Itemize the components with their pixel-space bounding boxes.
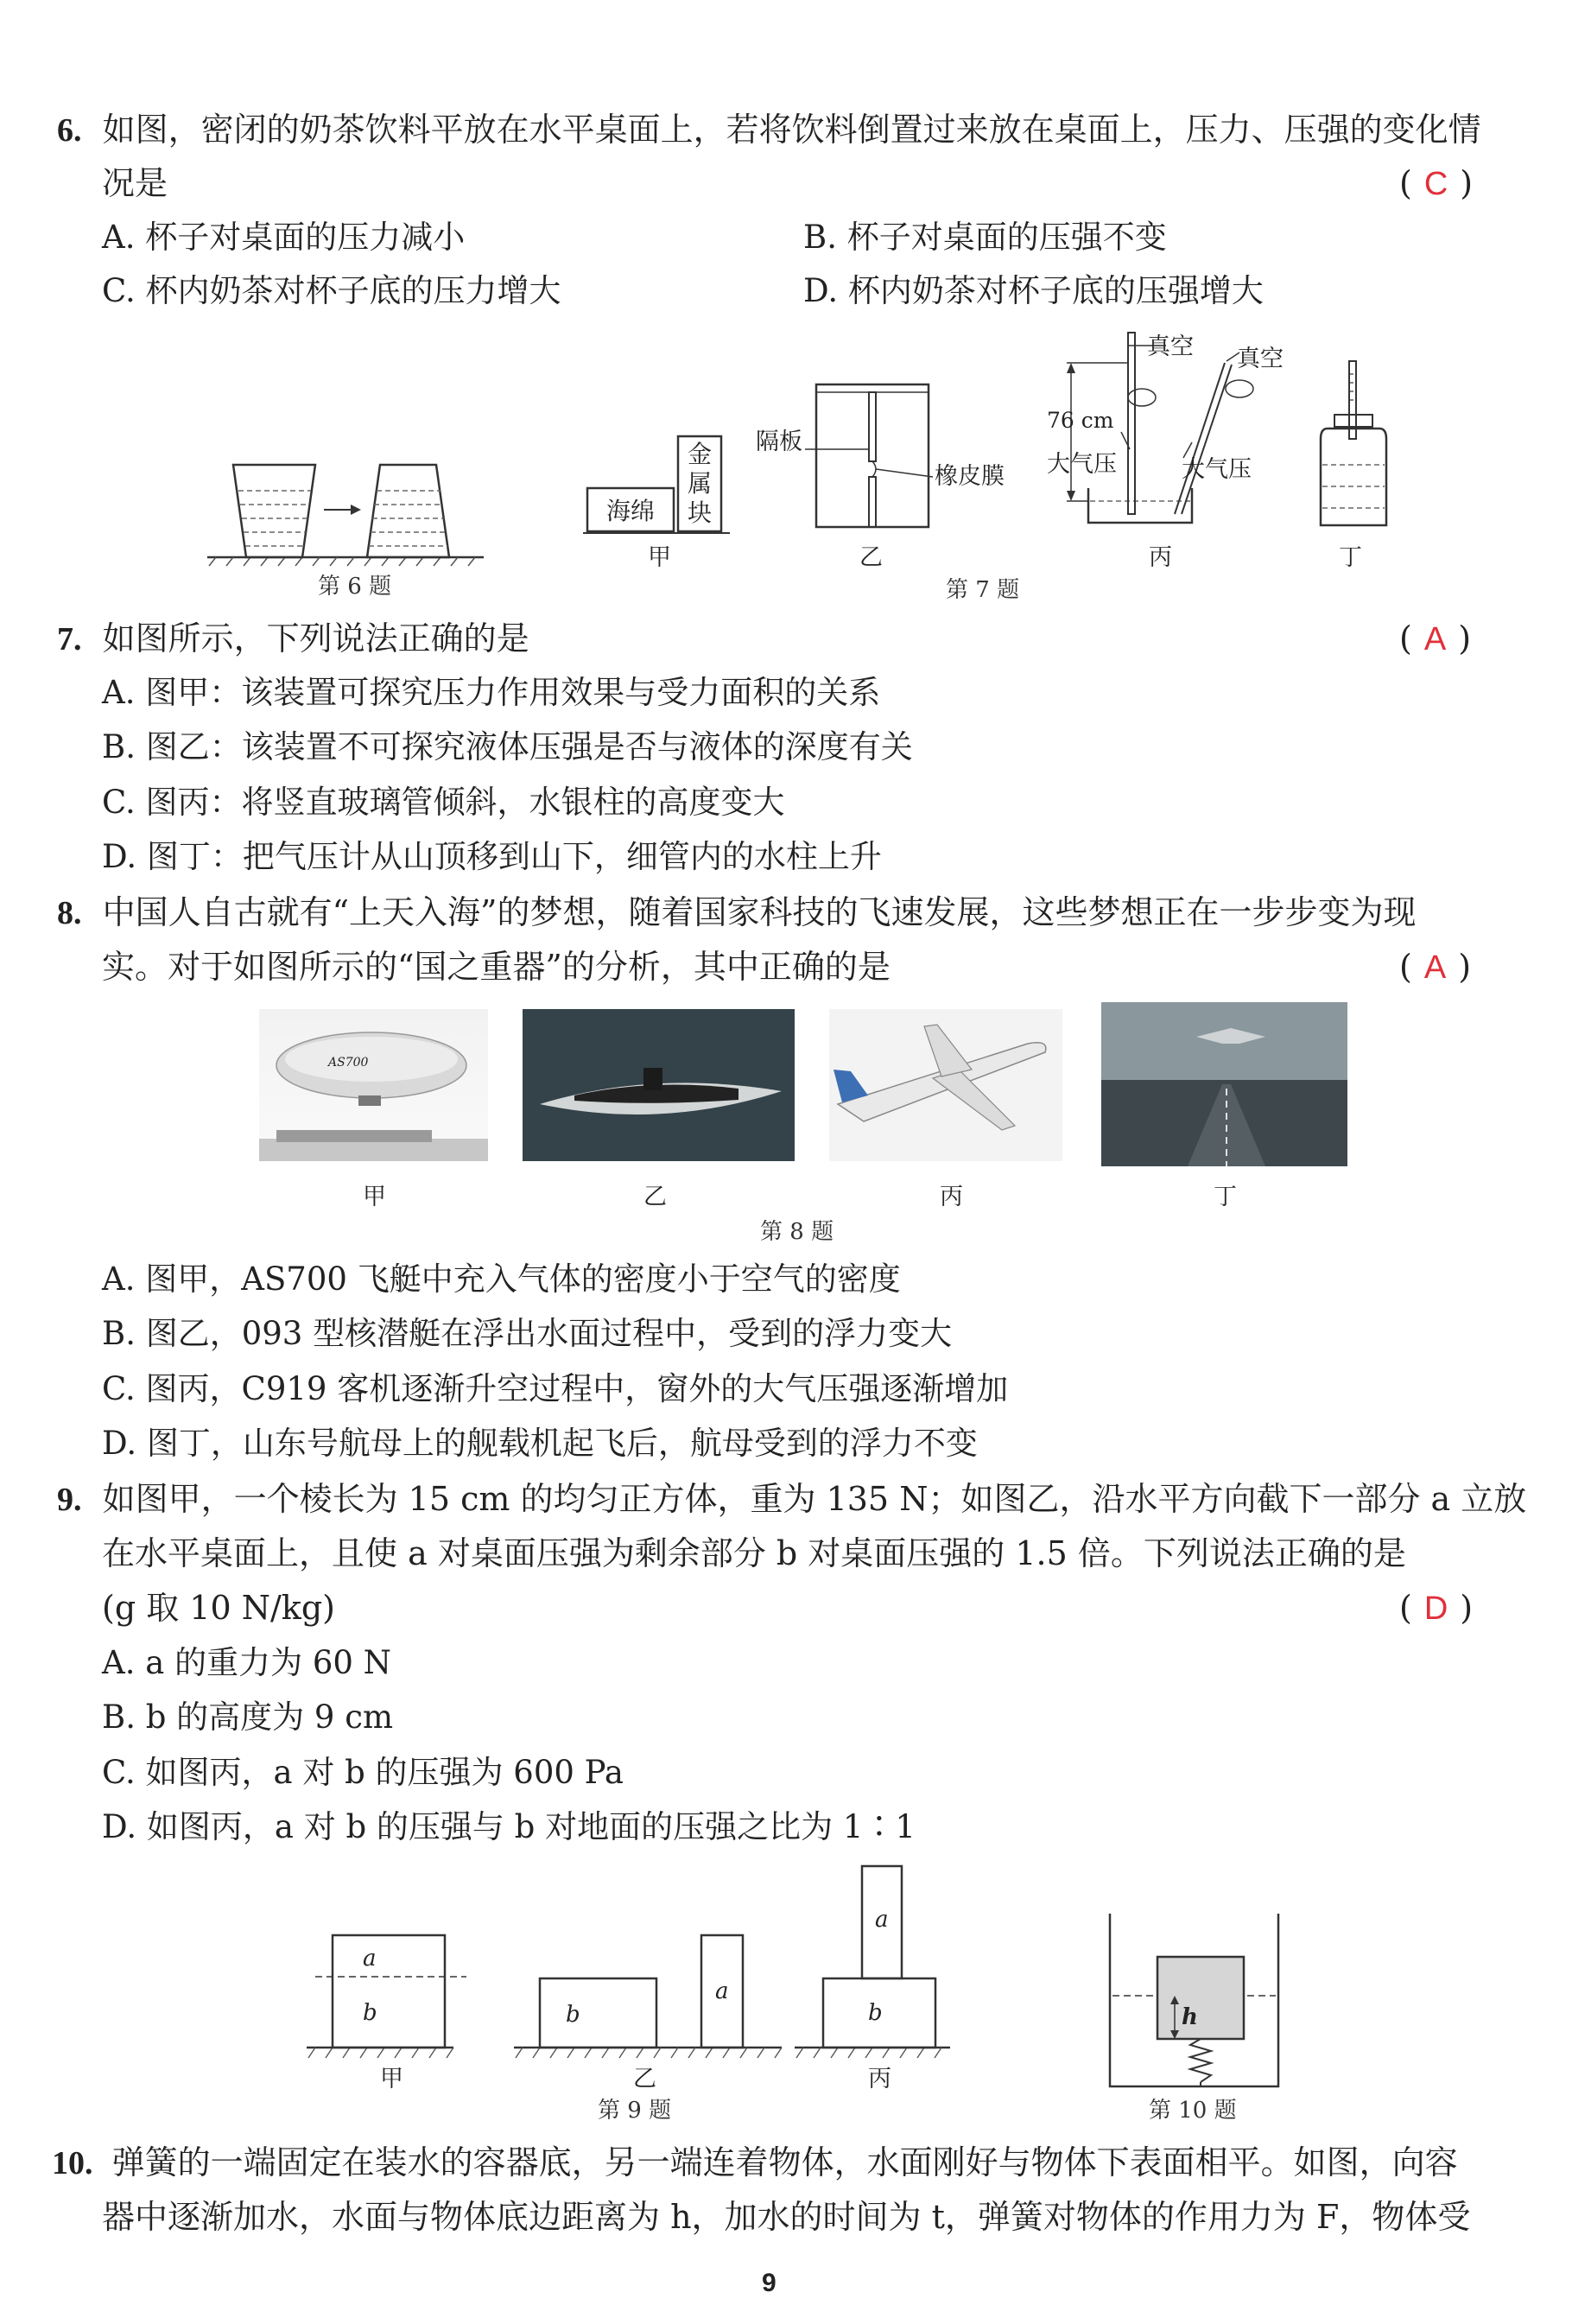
q8-label-jia: 甲: [363, 1184, 386, 1210]
q9-option-b: B. b 的高度为 9 cm: [102, 1699, 394, 1736]
q7-metal-label-1: 金: [687, 440, 713, 468]
q8-photo-airliner: [829, 1009, 1062, 1161]
q8-number: 8.: [57, 895, 82, 931]
page-number: 9: [762, 2269, 776, 2297]
q9-stem-line3: (g 取 10 N/kg): [102, 1589, 335, 1627]
q10-figure: [1106, 1909, 1296, 2091]
q7-metal-label-3: 块: [687, 498, 713, 527]
q9-option-c: C. 如图丙，a 对 b 的压强为 600 Pa: [102, 1754, 624, 1791]
q9-label-yi: 乙: [633, 2066, 656, 2092]
q7-label-yi: 乙: [859, 544, 883, 571]
q7-atm-label-2: 大气压: [1182, 456, 1252, 483]
q9-jia-b: b: [363, 2000, 377, 2026]
q9-answer-letter: D: [1423, 1591, 1448, 1627]
q7-metal-label-2: 属: [687, 469, 713, 498]
q8-label-ding: 丁: [1214, 1184, 1237, 1210]
q9-figure: [302, 1857, 976, 2065]
q9-label-bing: 丙: [868, 2066, 891, 2092]
q7-vacuum-label-1: 真空: [1147, 333, 1194, 360]
q8-caption: 第 8 题: [760, 1219, 834, 1245]
q9-stem-line2: 在水平桌面上，且使 a 对桌面压强为剩余部分 b 对桌面压强的 1.5 倍。下列说法正确的是: [102, 1534, 1406, 1572]
q9-bing-a: a: [875, 1907, 889, 1933]
q7-answer: ( A ): [1399, 619, 1472, 657]
q7-option-a: A. 图甲：该装置可探究压力作用效果与受力面积的关系: [102, 674, 881, 711]
q10-number: 10.: [52, 2145, 93, 2181]
q9-bing-b: b: [868, 2000, 883, 2026]
q8-label-yi: 乙: [643, 1184, 667, 1210]
q7-figure-ding: [1317, 361, 1395, 534]
q7-number: 7.: [57, 621, 82, 657]
q7-vacuum-label-2: 真空: [1237, 346, 1284, 372]
q9-yi-b: b: [566, 2002, 580, 2028]
q7-hand-icon: [1128, 389, 1156, 406]
q9-jia-a: a: [363, 1946, 377, 1972]
q9-number: 9.: [57, 1482, 82, 1518]
q9-block-b-yi: [540, 1978, 656, 2048]
q7-answer-letter: A: [1423, 621, 1447, 657]
q10-object: [1157, 1957, 1244, 2039]
q6-stem-text: 如图，密闭的奶茶饮料平放在水平桌面上，若将饮料倒置过来放在桌面上，压力、压强的变化情: [102, 111, 1481, 149]
q7-label-ding: 丁: [1339, 544, 1362, 571]
q7-option-b: B. 图乙：该装置不可探究液体压强是否与液体的深度有关: [102, 728, 913, 765]
q7-stem: [57, 619, 529, 657]
q6-cup-inverted: [367, 465, 449, 557]
q6-option-b: B. 杯子对桌面的压强不变: [803, 219, 1167, 256]
q6-arrow-icon: [351, 505, 361, 515]
q8-option-b: B. 图乙，093 型核潜艇在浮出水面过程中，受到的浮力变大: [102, 1315, 953, 1352]
q10-stem-line1: [52, 2143, 1458, 2181]
q6-figure: [207, 449, 484, 570]
q8-photo-submarine: [523, 1009, 795, 1161]
q7-option-d: D. 图丁：把气压计从山顶移到山下，细管内的水柱上升: [102, 838, 882, 875]
q8-option-c: C. 图丙，C919 客机逐渐升空过程中，窗外的大气压强逐渐增加: [102, 1370, 1009, 1407]
q8-photo-airship: [259, 1009, 488, 1161]
q8-option-a: A. 图甲，AS700 飞艇中充入气体的密度小于空气的密度: [102, 1260, 901, 1298]
q9-stem-line1: [57, 1480, 1527, 1518]
q10-stem-text: 弹簧的一端固定在装水的容器底，另一端连着物体，水面刚好与物体下表面相平。如图，向容: [111, 2143, 1458, 2181]
q8-option-d: D. 图丁，山东号航母上的舰载机起飞后，航母受到的浮力不变: [102, 1425, 978, 1462]
q7-option-c: C. 图丙：将竖直玻璃管倾斜，水银柱的高度变大: [102, 784, 785, 821]
q9-label-jia: 甲: [380, 2066, 403, 2092]
q8-label-bing: 丙: [940, 1184, 963, 1210]
q9-caption: 第 9 题: [598, 2098, 672, 2124]
q8-stem-text: 中国人自古就有“上天入海”的梦想，随着国家科技的飞速发展，这些梦想正在一步步变为现: [102, 893, 1417, 931]
q6-stem-line1: [57, 113, 1481, 147]
q9-cube-jia: [333, 1935, 445, 2048]
q6-stem-line2: 况是: [102, 164, 168, 202]
q6-option-a: A. 杯子对桌面的压力减小: [102, 219, 466, 256]
q6-number: 6.: [57, 112, 82, 149]
q6-caption: 第 6 题: [318, 574, 392, 600]
q7-figure-jia: [583, 436, 738, 540]
q7-atm-label-1: 大气压: [1047, 451, 1117, 478]
q6-answer: ( C ): [1399, 164, 1474, 202]
q10-caption: 第 10 题: [1149, 2098, 1237, 2124]
q7-stem-text: 如图所示，下列说法正确的是: [102, 619, 529, 657]
q6-answer-letter: C: [1423, 166, 1448, 202]
q8-photo-carrier-jet: [1101, 1002, 1347, 1166]
q10-h-label: h: [1182, 2004, 1198, 2030]
q7-caption: 第 7 题: [946, 577, 1020, 603]
q7-label-bing: 丙: [1149, 544, 1172, 571]
q8-stem-line1: [57, 893, 1417, 931]
q9-option-a: A. a 的重力为 60 N: [102, 1644, 392, 1681]
q9-yi-a: a: [715, 1978, 729, 2004]
q7-membrane-label: 橡皮膜: [935, 463, 1005, 490]
q9-stem-text: 如图甲，一个棱长为 15 cm 的均匀正方体，重为 135 N；如图乙，沿水平方向截下一部分 a 立放: [102, 1480, 1527, 1518]
q7-height-label: 76 cm: [1047, 408, 1114, 433]
q7-sponge-label: 海绵: [605, 497, 656, 525]
q6-option-c: C. 杯内奶茶对杯子底的压力增大: [102, 272, 561, 309]
q10-spring-icon: [1190, 2039, 1211, 2082]
q7-figure-yi: [751, 380, 950, 536]
q7-label-jia: 甲: [648, 544, 671, 571]
q6-option-d: D. 杯内奶茶对杯子底的压强增大: [803, 272, 1264, 309]
q8-stem-line2: 实。对于如图所示的“国之重器”的分析，其中正确的是: [102, 948, 891, 986]
q8-airship-text: AS700: [328, 1056, 369, 1070]
q10-stem-line2: 器中逐渐加水，水面与物体底边距离为 h，加水的时间为 t，弹簧对物体的作用力为 F，物体受: [102, 2198, 1471, 2236]
q8-answer: ( A ): [1399, 948, 1472, 986]
q7-partition-label: 隔板: [756, 429, 802, 455]
q9-answer: ( D ): [1399, 1589, 1474, 1627]
q8-answer-letter: A: [1423, 949, 1447, 986]
q9-option-d: D. 如图丙，a 对 b 的压强与 b 对地面的压强之比为 1∶1: [102, 1808, 916, 1845]
q6-cup-upright: [233, 465, 315, 557]
